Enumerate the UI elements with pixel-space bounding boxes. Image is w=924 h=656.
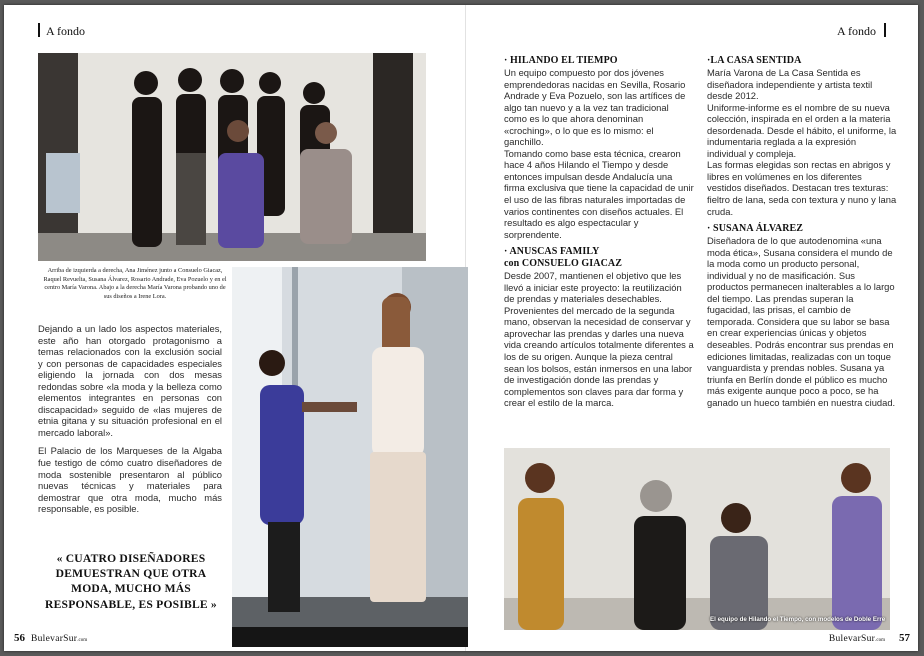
photo-caption: Arriba de izquierda a derecha, Ana Jiménez junto a Consuelo Giacaz, Raquel Revuelta, Susana Álvarez, Rosario Andrade, Eva Pozuelo y en el centro María Varona. Abajo a la derecha María Varona probando uno de sus diseños a Irene Lora. <box>43 267 227 300</box>
photo-caption: El equipo de Hilando el Tiempo, con modelos de Doble Erre <box>710 616 886 623</box>
brand-logo: BulevarSur <box>828 634 876 644</box>
section-heading: · HILANDO EL TIEMPO <box>504 55 618 66</box>
magazine-spread <box>4 5 918 651</box>
page-number: 57 <box>899 632 910 644</box>
section-heading: · SUSANA ÁLVAREZ <box>707 223 804 235</box>
paragraph: María Varona de La Casa Sentida es diseñadora independiente y artista textil desde 2012. <box>707 67 873 102</box>
column-1 <box>504 55 694 415</box>
folio-left <box>14 632 87 644</box>
brand-domain: .com <box>77 638 88 643</box>
section-subheading: con CONSUELO GIACAZ <box>504 258 623 270</box>
article-susana <box>707 223 897 408</box>
brand-domain: .com <box>875 638 885 643</box>
paragraph: Tomando como base esta técnica, crearon hace 4 años Hilando el Tiempo y desde entonces impulsan desde Andalucía una firma exclusiva que tiene la capacidad de unir el uso de las fibras naturales importadas de varios continentes con diseños actuales. El resultado es algo espectacular y sorprendente. <box>504 147 694 240</box>
column-2 <box>707 55 897 414</box>
brand-logo: BulevarSur <box>31 634 78 644</box>
section-label-left: A fondo <box>38 23 85 39</box>
section-heading: ·LA CASA SENTIDA <box>707 55 802 66</box>
section-label-right: A fondo <box>837 23 886 39</box>
paragraph: Desde 2007, mantienen el objetivo que les llevó a iniciar este proyecto: la reutilización de prendas y materiales desechables. Provenientes del mercado de la segunda mano, observan la necesidad de conservar y aprovechar las prendas y darles una nueva vida creando artículos totalmente diferentes a los de su origen. Aunque la pieza central sean los bolsos, están inmersos en una labor de investigación donde las prendas y complementos son claves para dar forma y crear el estilo de la marca. <box>504 270 694 409</box>
paragraph: Diseñadora de lo que autodenomina «una moda ética», Susana considera el mundo de la moda como un producto personal, individual y no de masificación. Sus productos permanecen inalterables a lo largo del tiempo. Las prendas superan la fugacidad, las prisas, el cambio de temporada. Considera que su labor se basa en crear experiencias únicas y objetos deseables. Podrás encontrar sus prendas en ediciones limitadas, realizadas con un toque vanguardista y prendas nobles. Susana ya triunfa en Berlín donde el público es mucho más exigente aunque poco a poco, se ha ganado un hueco también en nuestra ciudad. <box>707 235 896 408</box>
paragraph: El Palacio de los Marqueses de la Algaba fue testigo de cómo cuatro diseñadores de moda sostenible presentaron al público nuevas técnicas y materiales para demostrar que otra moda, mucho más responsable, es posible. <box>38 445 222 515</box>
paragraph: Un equipo compuesto por dos jóvenes emprendedoras nacidas en Sevilla, Rosario Andrade y Eva Pozuelo, son las artífices de algo tan nuevo y a la vez tan tradicional como es lo que ahora denominan «croching», o lo que es lo mismo: el ganchillo. <box>504 67 686 148</box>
paragraph: Las formas elegidas son rectas en abrigos y libres en volúmenes en los diferentes vestidos diseñados. Destacan tres texturas: fieltro de lana, seda con textura y nuno y lana cruda. <box>707 159 897 217</box>
folio-right <box>829 632 910 644</box>
paragraph: Uniforme-informe es el nombre de su nueva colección, inspirada en el orden a la materia desordenada. Desde el hábito, el uniforme, la indumentaria reglada a la expresión individual y compleja. <box>707 101 897 159</box>
models-photo <box>504 448 890 630</box>
fitting-photo <box>232 267 468 647</box>
pull-quote: « CUATRO DISEÑADORES DEMUESTRAN QUE OTRA MODA, MUCHO MÁS RESPONSABLE, ES POSIBLE » <box>45 552 217 611</box>
article-hilando <box>504 55 694 240</box>
page-number: 56 <box>14 632 25 644</box>
group-photo <box>38 53 426 261</box>
article-anuscas <box>504 246 694 409</box>
section-heading: · ANUSCAS FAMILY <box>504 246 600 258</box>
article-casa-sentida <box>707 55 897 217</box>
paragraph: Dejando a un lado los aspectos materiales, este año han otorgado protagonismo a temas relacionados con la exclusión social y con personas de capacidades especiales eligiendo la jornada con dos mesas redondas sobre «la moda y la belleza como elementos integrantes en personas con discapacidad» seguido de «las mujeres de etnia gitana y su situación profesional en el mercado laboral». <box>38 323 222 438</box>
intro-text <box>38 323 222 522</box>
